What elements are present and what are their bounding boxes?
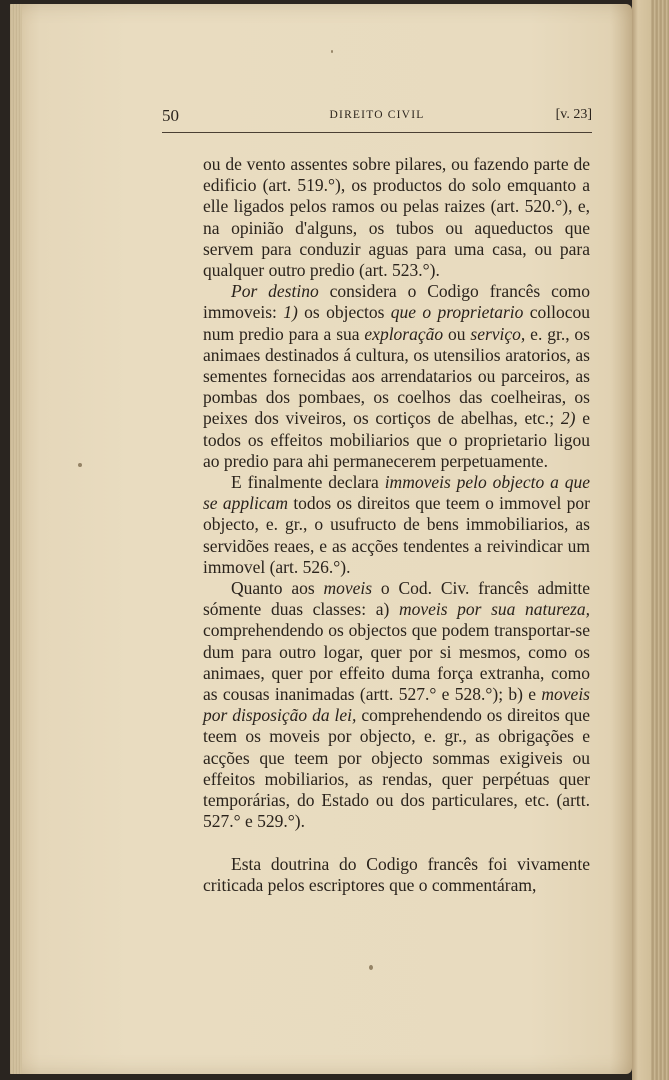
paragraph-2-text-2: os objectos — [297, 302, 391, 323]
header-rule — [162, 132, 592, 133]
paragraph-3 — [203, 472, 590, 578]
term-moveis-por-natureza: moveis por sua natureza, — [398, 599, 590, 620]
ink-speck — [331, 50, 333, 53]
section-reference: [v. 23] — [555, 107, 592, 122]
term-por-destino: Por destino — [231, 281, 319, 302]
term-immoveis-pelo-objecto: immoveis pelo objecto a que se applicam — [203, 472, 590, 514]
paragraph-3-text-2: todos os direitos que teem o immovel por objecto, e. gr., o usufructo de bens immobiliarios, as servidões reaes, e as acções tendentes a reivindicar um immovel (art. 526.°). — [203, 493, 590, 577]
page-stack-right-edge — [632, 0, 669, 1080]
paragraph-4 — [203, 578, 590, 832]
term-exploracao: exploração — [364, 323, 444, 344]
page-stack-left-edge — [10, 4, 22, 1074]
term-moveis: moveis — [323, 578, 373, 599]
paragraph-5-text: Esta doutrina do Codigo francês foi vivamente criticada pelos escriptores que o commentáram, — [203, 853, 590, 895]
ink-speck — [78, 463, 82, 467]
term-servico: serviço, — [470, 323, 526, 344]
paragraph-1 — [203, 154, 590, 281]
paragraph-2-text-6: e todos os effeitos mobiliarios que o proprietario ligou ao predio para ahi permanecerem perpetuamente. — [203, 408, 590, 471]
term-que-o-proprietario: que o proprietario — [390, 302, 524, 323]
item-marker-2: 2) — [560, 408, 576, 429]
paragraph-2 — [203, 281, 590, 472]
ink-speck — [369, 965, 373, 970]
page-stack-strip — [651, 0, 669, 1080]
paragraph-2-text-3: collocou num predio para a sua — [203, 302, 590, 344]
running-title: DIREITO CIVIL — [329, 109, 425, 121]
paragraph-4-text-1: Quanto aos — [231, 578, 324, 599]
paragraph-4-text-3: comprehendendo os objectos que podem transportar-se dum para outro logar, quer por si mesmos, como os animaes, quer por effeito duma força extranha, como as cousas inanimadas (artt. 527.° e 528.°); b) e — [203, 620, 590, 705]
paragraph-2-text-1: considera o Codigo francês como immoveis: — [203, 281, 590, 323]
page-body — [203, 154, 590, 896]
paragraph-4-text-2: o Cod. Civ. francês admitte sómente duas classes: a) — [203, 578, 590, 620]
paragraph-2-text-5: e. gr., os animaes destinados á cultura, os utensilios aratorios, as sementes fornecidas aos arrendatarios ou parceiros, as pombas dos pombaes, os coelhos das coelheiras, os peixes dos viveiros, os cortiços de abelhas, etc.; — [203, 323, 590, 429]
paragraph-1-text: ou de vento assentes sobre pilares, ou fazendo parte de edificio (art. 519.°), os productos do solo emquanto a elle ligados pelos ramos ou pelas raizes (art. 520.°), e, na opinião d'alguns, os tubos ou aqueductos que servem para conduzir aguas para uma casa, ou para qualquer outro predio (art. 523.°). — [203, 154, 590, 281]
paragraph-4-text-4: comprehendendo os direitos que teem os moveis por objecto, e. gr., as obrigações e acções que teem por objecto sommas exigiveis ou effeitos mobiliarios, as rendas, quer perpétuas quer temporárias, do Estado ou dos particulares, etc. (artt. 527.° e 529.°). — [203, 705, 591, 832]
term-moveis-por-disposicao: moveis por disposição da lei, — [203, 684, 590, 726]
item-marker-1: 1) — [283, 302, 298, 323]
paragraph-5 — [203, 854, 590, 896]
paragraph-3-text-1: E finalmente declara — [231, 472, 385, 493]
page-number: 50 — [162, 106, 179, 125]
running-header — [162, 106, 592, 130]
paragraph-2-text-4: ou — [443, 323, 471, 344]
